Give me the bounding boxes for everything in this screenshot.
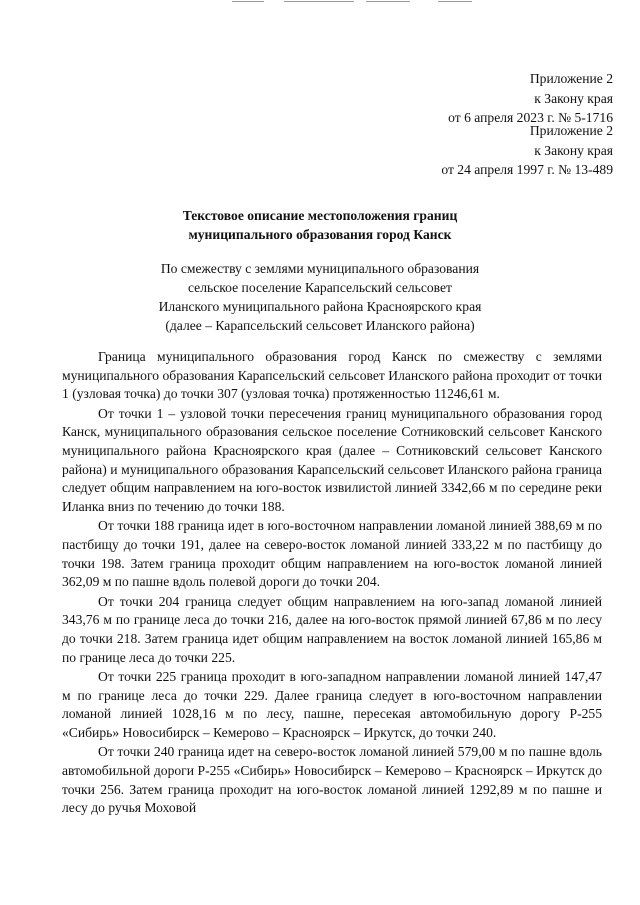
appendix-header-current [448,69,613,128]
body-paragraph: От точки 204 граница следует общим направлением на юго-запад ломаной линией 343,76 м по границе леса до точки 216, далее на юго-восток прямой линией 67,86 м по лесу до точки 218. Затем граница идет общим направлением на восток ломаной линией 165,86 м по границе леса до точки 225. [62,593,602,665]
subtitle-line: Иланского муниципального района Красноярского края [158,299,482,314]
body-paragraph: От точки 240 граница идет на северо-восток ломаной линией 579,00 м по пашне вдоль автомобильной дороги Р-255 «Сибирь» Новосибирск – Кемерово – Красноярск – Иркутск до точки 256. Затем граница проходит на юго-восток ломаной линией 1292,89 м по пашне и лесу до ручья Моховой [62,744,602,816]
scan-artifact-line [438,1,472,2]
title-line: Текстовое описание местоположения границ [182,208,458,223]
scan-artifact-line [366,1,410,2]
scan-artifact-line [232,1,264,2]
appendix-law: к Закону края [534,142,613,158]
appendix-label: Приложение 2 [529,123,613,138]
title-line: муниципального образования город Канск [188,227,452,242]
appendix-date-number: от 6 апреля 2023 г. № 5-1716 [448,110,613,125]
appendix-label: Приложение 2 [529,71,613,86]
appendix-header-original [441,121,613,180]
section-subtitle [0,259,640,335]
document-body [62,348,602,819]
subtitle-line: По смежеству с землями муниципального образования [160,261,480,276]
subtitle-line: (далее – Карапсельский сельсовет Иланского района) [165,318,475,333]
appendix-law: к Закону края [534,90,613,106]
body-paragraph: От точки 225 граница проходит в юго-западном направлении ломаной линией 147,47 м по границе леса до точки 229. Далее граница следует в юго-восточном направлении ломаной линией 1028,16 м по лесу, пашне, пересекая автомобильную дорогу Р-255 «Сибирь» Новосибирск – Кемерово – Красноярск – Иркутск, до точки 240. [62,669,602,740]
document-title [0,206,640,244]
body-paragraph: Граница муниципального образования город Канск по смежеству с землями муниципального образования Карапсельский сельсовет Иланского района проходит от точки 1 (узловая точка) до точки 307 (узловая точка) протяженностью 11246,61 м. [62,349,602,402]
body-paragraph: От точки 1 – узловой точки пересечения границ муниципального образования город Канск, муниципального образования сельское поселение Сотниковский сельсовет Канского муниципального района Красноярского края (далее – Сотниковский сельсовет Канского района) и муниципального образования Карапсельский сельсовет Иланского района граница следует общим направлением на юго-восток извилистой линией 3342,66 м по середине реки Иланка вниз по течению до точки 188. [62,405,602,514]
appendix-date-number: от 24 апреля 1997 г. № 13-489 [441,162,613,177]
subtitle-line: сельское поселение Карапсельский сельсовет [187,280,452,295]
body-paragraph: От точки 188 граница идет в юго-восточном направлении ломаной линией 388,69 м по пастбищу до точки 191, далее на северо-восток ломаной линией 333,22 м по пастбищу до точки 198. Затем граница проходит общим направлением на юго-восток ломаной линией 362,09 м по пашне вдоль полевой дороги до точки 204. [62,518,602,590]
scan-artifact-line [284,1,354,2]
